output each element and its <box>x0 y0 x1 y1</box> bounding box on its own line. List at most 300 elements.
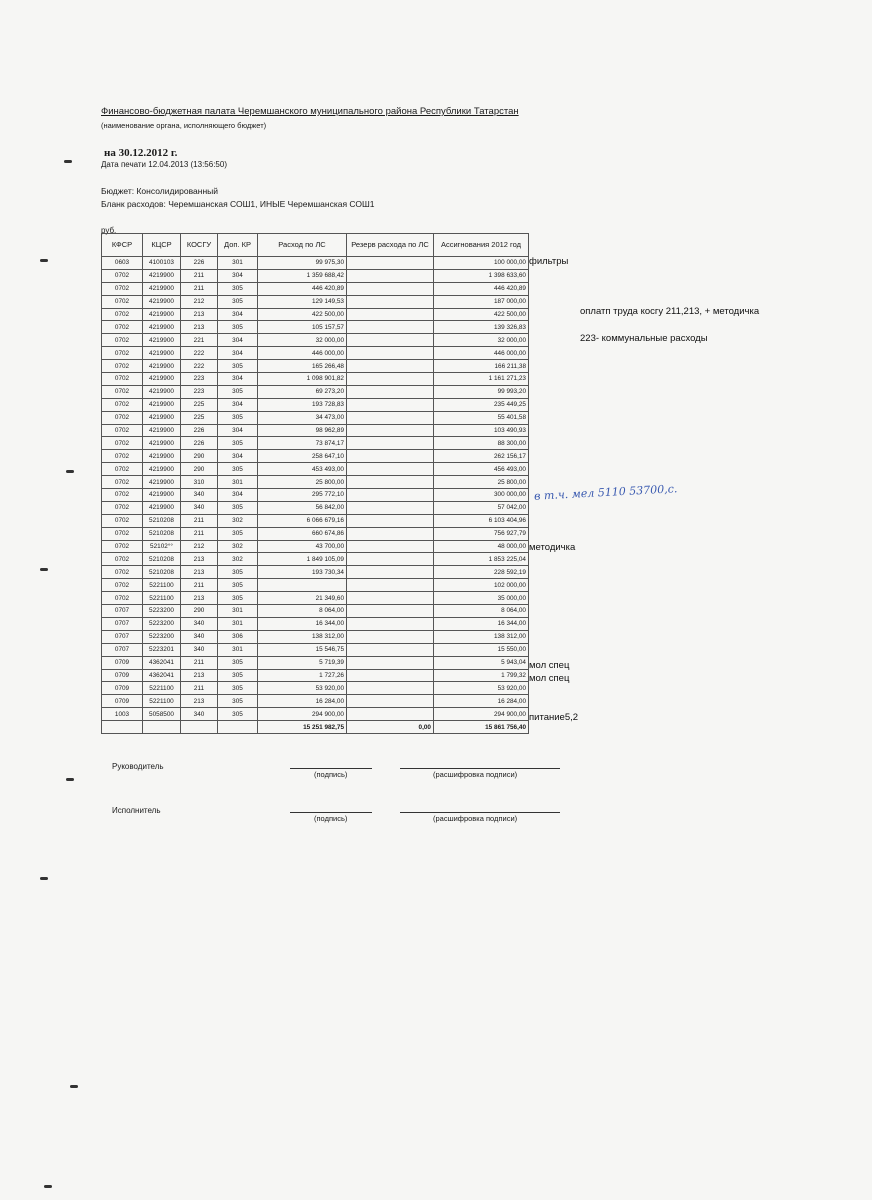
cell-kcsr: 4219900 <box>143 347 181 360</box>
total-expense: 15 251 982,75 <box>258 721 347 734</box>
table-row <box>102 527 529 540</box>
cell-expense: 1 359 688,42 <box>258 269 347 282</box>
cell-expense: 56 842,00 <box>258 501 347 514</box>
cell-reserve <box>347 617 434 630</box>
cell-kfsr: 0702 <box>102 334 143 347</box>
head-label: Руководитель <box>112 762 164 771</box>
cell-dop-kr: 305 <box>218 579 258 592</box>
cell-kfsr: 0702 <box>102 514 143 527</box>
cell-kfsr: 0702 <box>102 373 143 386</box>
exec-sign-line <box>290 812 372 813</box>
cell-kcsr: 4100103 <box>143 257 181 270</box>
table-row <box>102 514 529 527</box>
cell-kosgu: 213 <box>181 695 218 708</box>
cell-kfsr: 0702 <box>102 385 143 398</box>
cell-allocation: 139 326,83 <box>434 321 529 334</box>
cell-dop-kr: 305 <box>218 527 258 540</box>
cell-allocation: 456 493,00 <box>434 463 529 476</box>
cell-allocation: 262 156,17 <box>434 450 529 463</box>
cell-kcsr: 4219900 <box>143 424 181 437</box>
cell-kosgu: 212 <box>181 295 218 308</box>
table-row <box>102 437 529 450</box>
cell-kfsr: 0707 <box>102 617 143 630</box>
cell-dop-kr: 302 <box>218 514 258 527</box>
cell-reserve <box>347 385 434 398</box>
table-row <box>102 308 529 321</box>
exec-sign-caption: (подпись) <box>314 814 348 823</box>
cell-allocation: 16 344,00 <box>434 617 529 630</box>
cell-kosgu: 340 <box>181 501 218 514</box>
cell-kcsr: 4362041 <box>143 669 181 682</box>
cell-expense: 21 349,60 <box>258 592 347 605</box>
cell-allocation: 99 993,20 <box>434 385 529 398</box>
cell-kosgu: 211 <box>181 514 218 527</box>
table-row <box>102 269 529 282</box>
cell-expense: 295 772,10 <box>258 489 347 502</box>
cell-kcsr: 4219900 <box>143 385 181 398</box>
cell-dop-kr: 302 <box>218 553 258 566</box>
cell-kcsr: 4219900 <box>143 373 181 386</box>
cell-allocation: 8 064,00 <box>434 605 529 618</box>
cell-dop-kr: 305 <box>218 669 258 682</box>
cell-kosgu: 223 <box>181 373 218 386</box>
scan-mark <box>70 1085 78 1088</box>
cell-kfsr: 0603 <box>102 257 143 270</box>
cell-allocation: 228 592,19 <box>434 566 529 579</box>
cell-allocation: 166 211,38 <box>434 360 529 373</box>
cell-kcsr: 5210208 <box>143 514 181 527</box>
cell-kcsr: 5210208 <box>143 566 181 579</box>
cell-expense: 69 273,20 <box>258 385 347 398</box>
table-row <box>102 334 529 347</box>
cell-reserve <box>347 643 434 656</box>
table-row <box>102 669 529 682</box>
cell-dop-kr: 305 <box>218 385 258 398</box>
cell-dop-kr: 304 <box>218 489 258 502</box>
cell-allocation: 138 312,00 <box>434 630 529 643</box>
cell-dop-kr: 304 <box>218 334 258 347</box>
cell-kcsr: 4219900 <box>143 282 181 295</box>
cell-expense: 25 800,00 <box>258 476 347 489</box>
cell-kcsr: 5223200 <box>143 630 181 643</box>
cell-dop-kr: 305 <box>218 501 258 514</box>
cell-kcsr: 5223201 <box>143 643 181 656</box>
cell-kcsr: 4219900 <box>143 269 181 282</box>
cell-kfsr: 0709 <box>102 695 143 708</box>
cell-allocation: 100 000,00 <box>434 257 529 270</box>
cell-reserve <box>347 501 434 514</box>
cell-kosgu: 211 <box>181 527 218 540</box>
cell-reserve <box>347 540 434 553</box>
scan-mark <box>40 568 48 571</box>
cell-reserve <box>347 269 434 282</box>
cell-kfsr: 0702 <box>102 269 143 282</box>
cell-reserve <box>347 257 434 270</box>
cell-kosgu: 223 <box>181 385 218 398</box>
cell-expense: 138 312,00 <box>258 630 347 643</box>
cell-kosgu: 213 <box>181 553 218 566</box>
handwritten-note: в т.ч. мел 5110 53700,с. <box>533 482 678 503</box>
cell-allocation: 1 398 633,60 <box>434 269 529 282</box>
cell-allocation: 235 449,25 <box>434 398 529 411</box>
cell-kfsr: 0702 <box>102 398 143 411</box>
table-row <box>102 347 529 360</box>
table-row <box>102 385 529 398</box>
cell-reserve <box>347 592 434 605</box>
cell-kosgu: 340 <box>181 630 218 643</box>
table-row <box>102 501 529 514</box>
cell-kcsr: 4219900 <box>143 411 181 424</box>
cell-kosgu: 221 <box>181 334 218 347</box>
cell-reserve <box>347 450 434 463</box>
cell-kfsr: 0709 <box>102 656 143 669</box>
table-row <box>102 360 529 373</box>
column-header: Резерв расхода по ЛС <box>347 234 434 257</box>
cell-kfsr: 0702 <box>102 347 143 360</box>
scan-mark <box>40 877 48 880</box>
total-cell <box>218 721 258 734</box>
cell-reserve <box>347 373 434 386</box>
cell-kfsr: 0702 <box>102 411 143 424</box>
cell-allocation: 1 799,32 <box>434 669 529 682</box>
table-row <box>102 463 529 476</box>
table-header-row <box>102 234 529 257</box>
head-decode-caption: (расшифровка подписи) <box>433 770 518 779</box>
cell-allocation: 1 853 225,04 <box>434 553 529 566</box>
cell-kfsr: 0702 <box>102 424 143 437</box>
cell-kcsr: 4219900 <box>143 360 181 373</box>
cell-kfsr: 0702 <box>102 527 143 540</box>
organization-name: Финансово-бюджетная палата Черемшанского муниципального района Республики Татарстан <box>101 106 519 117</box>
cell-kosgu: 226 <box>181 437 218 450</box>
cell-kfsr: 0702 <box>102 553 143 566</box>
table-row <box>102 656 529 669</box>
cell-kcsr: 4219900 <box>143 334 181 347</box>
table-row <box>102 295 529 308</box>
cell-kfsr: 0709 <box>102 669 143 682</box>
cell-dop-kr: 305 <box>218 592 258 605</box>
cell-reserve <box>347 527 434 540</box>
cell-reserve <box>347 669 434 682</box>
table-row <box>102 592 529 605</box>
total-cell <box>102 721 143 734</box>
cell-kosgu: 211 <box>181 656 218 669</box>
cell-dop-kr: 305 <box>218 656 258 669</box>
cell-kosgu: 211 <box>181 269 218 282</box>
table-row <box>102 282 529 295</box>
cell-kcsr: 5221100 <box>143 695 181 708</box>
cell-expense: 15 546,75 <box>258 643 347 656</box>
note-labor: оплатп труда косгу 211,213, + методичка <box>580 306 760 317</box>
cell-reserve <box>347 605 434 618</box>
cell-allocation: 446 420,89 <box>434 282 529 295</box>
cell-allocation: 32 000,00 <box>434 334 529 347</box>
table-row <box>102 695 529 708</box>
note-mol-1: мол спец <box>529 660 570 671</box>
cell-reserve <box>347 656 434 669</box>
cell-kosgu: 225 <box>181 398 218 411</box>
cell-reserve <box>347 566 434 579</box>
table-row <box>102 321 529 334</box>
cell-dop-kr: 305 <box>218 566 258 579</box>
cell-dop-kr: 301 <box>218 476 258 489</box>
cell-expense: 1 098 901,82 <box>258 373 347 386</box>
cell-expense: 446 000,00 <box>258 347 347 360</box>
cell-kfsr: 0707 <box>102 605 143 618</box>
cell-kosgu: 222 <box>181 347 218 360</box>
cell-expense <box>258 579 347 592</box>
cell-reserve <box>347 411 434 424</box>
cell-allocation: 15 550,00 <box>434 643 529 656</box>
cell-reserve <box>347 463 434 476</box>
exec-decode-caption: (расшифровка подписи) <box>433 814 518 823</box>
cell-allocation: 103 490,93 <box>434 424 529 437</box>
scan-mark <box>66 778 74 781</box>
cell-kcsr: 4219900 <box>143 476 181 489</box>
cell-kosgu: 211 <box>181 282 218 295</box>
table-body <box>102 257 529 721</box>
cell-kcsr: 4219900 <box>143 463 181 476</box>
cell-dop-kr: 305 <box>218 708 258 721</box>
cell-reserve <box>347 308 434 321</box>
cell-expense: 193 728,83 <box>258 398 347 411</box>
cell-kcsr: 4219900 <box>143 308 181 321</box>
cell-allocation: 187 000,00 <box>434 295 529 308</box>
cell-expense: 16 344,00 <box>258 617 347 630</box>
table-row <box>102 643 529 656</box>
cell-reserve <box>347 424 434 437</box>
cell-reserve <box>347 347 434 360</box>
cell-kosgu: 226 <box>181 424 218 437</box>
cell-kfsr: 0707 <box>102 630 143 643</box>
cell-kosgu: 213 <box>181 566 218 579</box>
organization-caption: (наименование органа, исполняющего бюджет) <box>101 121 267 130</box>
cell-expense: 98 962,89 <box>258 424 347 437</box>
cell-allocation: 48 000,00 <box>434 540 529 553</box>
cell-kcsr: 5210208 <box>143 553 181 566</box>
cell-dop-kr: 302 <box>218 540 258 553</box>
cell-kfsr: 0702 <box>102 450 143 463</box>
cell-kcsr: 52102°° <box>143 540 181 553</box>
table-row <box>102 373 529 386</box>
cell-allocation: 55 401,58 <box>434 411 529 424</box>
cell-kosgu: 211 <box>181 579 218 592</box>
column-header: Доп. КР <box>218 234 258 257</box>
cell-dop-kr: 304 <box>218 398 258 411</box>
cell-kosgu: 340 <box>181 617 218 630</box>
cell-expense: 193 730,34 <box>258 566 347 579</box>
cell-reserve <box>347 630 434 643</box>
total-reserve: 0,00 <box>347 721 434 734</box>
cell-expense: 446 420,89 <box>258 282 347 295</box>
cell-expense: 53 920,00 <box>258 682 347 695</box>
note-mol-2: мол спец <box>529 673 570 684</box>
cell-kosgu: 340 <box>181 489 218 502</box>
column-header: Ассигнования 2012 год <box>434 234 529 257</box>
cell-kcsr: 4362041 <box>143 656 181 669</box>
cell-kfsr: 0702 <box>102 489 143 502</box>
cell-reserve <box>347 579 434 592</box>
cell-kfsr: 0702 <box>102 566 143 579</box>
cell-allocation: 756 927,79 <box>434 527 529 540</box>
cell-dop-kr: 304 <box>218 450 258 463</box>
budget-type: Бюджет: Консолидированный <box>101 186 218 196</box>
cell-kosgu: 290 <box>181 450 218 463</box>
cell-allocation: 422 500,00 <box>434 308 529 321</box>
cell-dop-kr: 301 <box>218 605 258 618</box>
cell-kcsr: 4219900 <box>143 295 181 308</box>
cell-allocation: 25 800,00 <box>434 476 529 489</box>
table-row <box>102 708 529 721</box>
cell-allocation: 88 300,00 <box>434 437 529 450</box>
cell-kosgu: 213 <box>181 321 218 334</box>
cell-dop-kr: 304 <box>218 269 258 282</box>
column-header: Расход по ЛС <box>258 234 347 257</box>
cell-expense: 1 849 105,09 <box>258 553 347 566</box>
cell-expense: 294 900,00 <box>258 708 347 721</box>
cell-kosgu: 213 <box>181 308 218 321</box>
cell-expense: 453 493,00 <box>258 463 347 476</box>
cell-kfsr: 0702 <box>102 360 143 373</box>
column-header: КОСГУ <box>181 234 218 257</box>
cell-kfsr: 0702 <box>102 476 143 489</box>
cell-kcsr: 5221100 <box>143 682 181 695</box>
column-header: КФСР <box>102 234 143 257</box>
cell-allocation: 6 103 404,96 <box>434 514 529 527</box>
cell-kfsr: 1003 <box>102 708 143 721</box>
table-row <box>102 617 529 630</box>
expense-blank: Бланк расходов: Черемшанская СОШ1, ИНЫЕ Черемшанская СОШ1 <box>101 199 375 209</box>
cell-kfsr: 0702 <box>102 437 143 450</box>
cell-kosgu: 212 <box>181 540 218 553</box>
cell-kfsr: 0702 <box>102 308 143 321</box>
cell-dop-kr: 301 <box>218 257 258 270</box>
cell-kfsr: 0702 <box>102 282 143 295</box>
scan-mark <box>44 1185 52 1188</box>
cell-kfsr: 0702 <box>102 579 143 592</box>
cell-allocation: 5 943,04 <box>434 656 529 669</box>
cell-reserve <box>347 708 434 721</box>
head-sign-caption: (подпись) <box>314 770 348 779</box>
totals-row <box>102 721 529 734</box>
cell-kosgu: 310 <box>181 476 218 489</box>
head-sign-line <box>290 768 372 769</box>
cell-kcsr: 4219900 <box>143 321 181 334</box>
cell-reserve <box>347 360 434 373</box>
cell-dop-kr: 305 <box>218 282 258 295</box>
cell-kcsr: 5210208 <box>143 527 181 540</box>
cell-dop-kr: 305 <box>218 463 258 476</box>
cell-dop-kr: 304 <box>218 347 258 360</box>
cell-expense: 99 975,30 <box>258 257 347 270</box>
cell-expense: 73 874,17 <box>258 437 347 450</box>
total-cell <box>181 721 218 734</box>
cell-reserve <box>347 695 434 708</box>
cell-expense: 660 674,86 <box>258 527 347 540</box>
cell-expense: 16 284,00 <box>258 695 347 708</box>
cell-kfsr: 0702 <box>102 540 143 553</box>
cell-dop-kr: 305 <box>218 682 258 695</box>
cell-kosgu: 340 <box>181 708 218 721</box>
cell-expense: 34 473,00 <box>258 411 347 424</box>
cell-allocation: 102 000,00 <box>434 579 529 592</box>
cell-expense: 43 700,00 <box>258 540 347 553</box>
cell-expense: 1 727,26 <box>258 669 347 682</box>
table-row <box>102 489 529 502</box>
cell-allocation: 35 000,00 <box>434 592 529 605</box>
head-decode-line <box>400 768 560 769</box>
cell-kcsr: 4219900 <box>143 450 181 463</box>
table-row <box>102 605 529 618</box>
cell-expense: 8 064,00 <box>258 605 347 618</box>
cell-dop-kr: 305 <box>218 321 258 334</box>
cell-kosgu: 225 <box>181 411 218 424</box>
executor-label: Исполнитель <box>112 806 161 815</box>
cell-kosgu: 213 <box>181 669 218 682</box>
expense-table <box>101 233 529 734</box>
cell-dop-kr: 301 <box>218 617 258 630</box>
total-cell <box>143 721 181 734</box>
cell-reserve <box>347 437 434 450</box>
table-row <box>102 630 529 643</box>
note-method: методичка <box>529 542 576 553</box>
table-row <box>102 566 529 579</box>
cell-dop-kr: 305 <box>218 411 258 424</box>
cell-dop-kr: 306 <box>218 630 258 643</box>
cell-kcsr: 4219900 <box>143 398 181 411</box>
table-row <box>102 424 529 437</box>
cell-expense: 165 266,48 <box>258 360 347 373</box>
cell-kfsr: 0702 <box>102 501 143 514</box>
report-date: на 30.12.2012 г. <box>104 147 178 159</box>
cell-allocation: 53 920,00 <box>434 682 529 695</box>
scan-mark <box>64 160 72 163</box>
cell-reserve <box>347 321 434 334</box>
cell-expense: 129 149,53 <box>258 295 347 308</box>
cell-kcsr: 5058500 <box>143 708 181 721</box>
cell-reserve <box>347 334 434 347</box>
cell-reserve <box>347 476 434 489</box>
cell-kfsr: 0702 <box>102 463 143 476</box>
note-utilities: 223- коммунальные расходы <box>580 333 708 344</box>
cell-expense: 258 647,10 <box>258 450 347 463</box>
cell-reserve <box>347 553 434 566</box>
cell-dop-kr: 304 <box>218 308 258 321</box>
cell-dop-kr: 301 <box>218 643 258 656</box>
cell-allocation: 1 161 271,23 <box>434 373 529 386</box>
cell-dop-kr: 305 <box>218 695 258 708</box>
cell-dop-kr: 305 <box>218 360 258 373</box>
total-allocation: 15 861 756,40 <box>434 721 529 734</box>
cell-kosgu: 290 <box>181 605 218 618</box>
cell-kosgu: 226 <box>181 257 218 270</box>
cell-reserve <box>347 282 434 295</box>
cell-kcsr: 5223200 <box>143 617 181 630</box>
table-row <box>102 257 529 270</box>
cell-dop-kr: 304 <box>218 373 258 386</box>
cell-kosgu: 340 <box>181 643 218 656</box>
cell-kosgu: 290 <box>181 463 218 476</box>
cell-allocation: 16 284,00 <box>434 695 529 708</box>
cell-expense: 32 000,00 <box>258 334 347 347</box>
cell-allocation: 57 042,00 <box>434 501 529 514</box>
cell-kfsr: 0702 <box>102 321 143 334</box>
cell-expense: 6 066 679,16 <box>258 514 347 527</box>
table-row <box>102 450 529 463</box>
column-header: КЦСР <box>143 234 181 257</box>
cell-reserve <box>347 398 434 411</box>
currency-unit: руб. <box>101 226 117 235</box>
